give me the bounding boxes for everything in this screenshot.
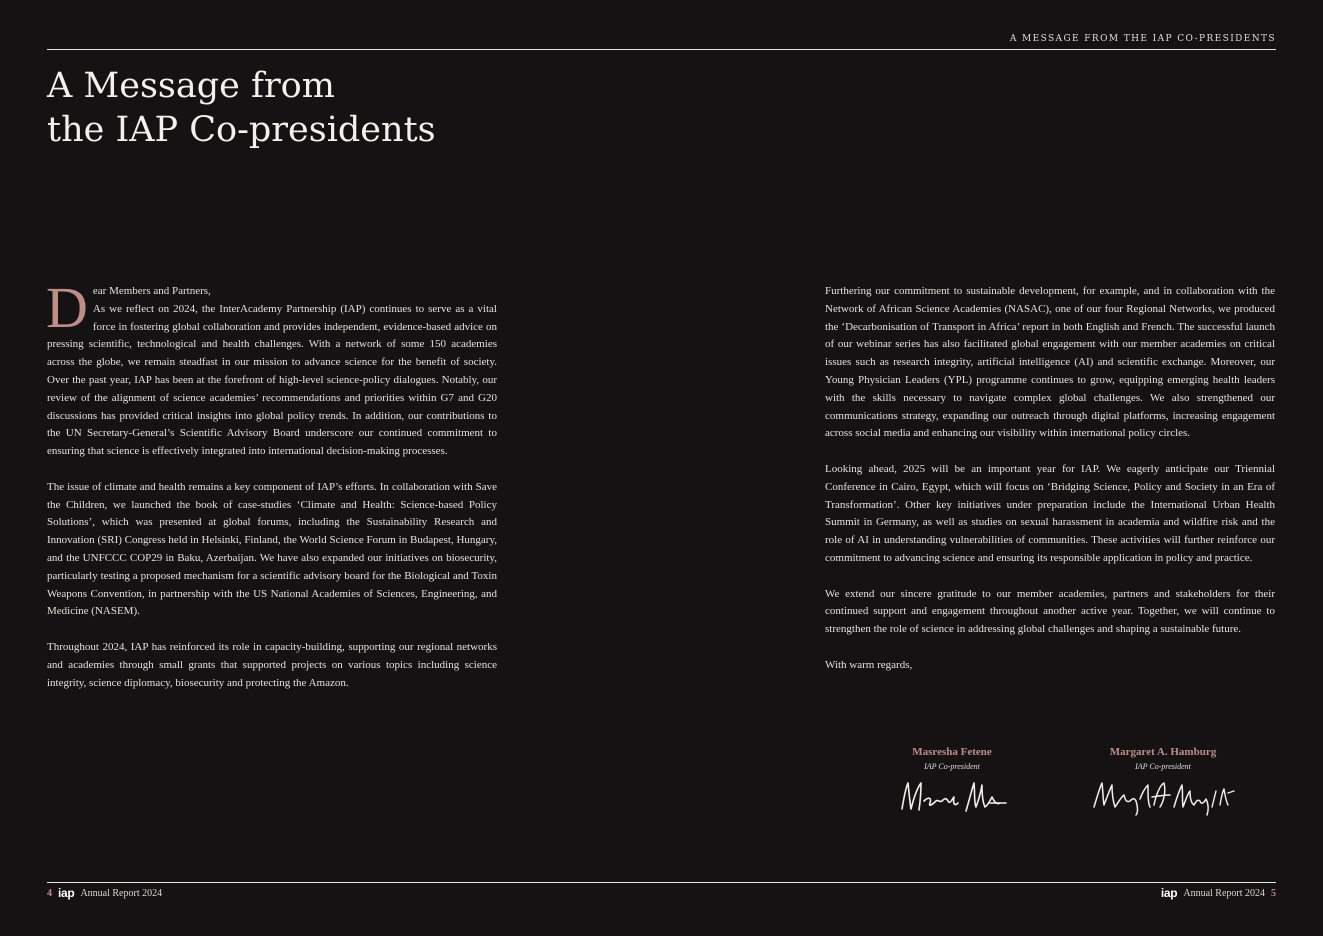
page-title-line-1: A Message from: [47, 66, 335, 106]
salutation: ear Members and Partners,: [92, 285, 211, 297]
capacity-building-paragraph: Throughout 2024, IAP has reinforced its role in capacity-building, supporting our regional networks and academies through small grants that supported projects on various topics including science integrity, science diplomacy, biosecurity and protecting the Amazon.: [47, 640, 497, 689]
page-title: [47, 64, 436, 152]
signatory-hamburg: [1078, 746, 1248, 817]
right-text-column: [825, 283, 1275, 692]
page-number-left: 4: [47, 887, 52, 899]
bottom-divider: [47, 882, 1276, 883]
top-divider: [47, 49, 1276, 50]
signatory-name: Margaret A. Hamburg: [1109, 746, 1217, 758]
footer-left: [47, 886, 162, 900]
signatory-role: IAP Co-president: [924, 762, 980, 771]
signature-hamburg-image: [1088, 777, 1238, 817]
footer-right: [1161, 886, 1276, 900]
report-label-right: Annual Report 2024: [1183, 887, 1265, 899]
iap-logo: iap: [1160, 886, 1178, 900]
looking-ahead-paragraph: Looking ahead, 2025 will be an important year for IAP. We eagerly anticipate our Triennial Conference in Cairo, Egypt, which will focus on ‘Bridging Science, Policy and Society in an Era of Transformation’. Other key initiatives under preparation include the International Urban Health Summit in Germany, as well as studies on sexual harassment in academia and wildfire risk and the role of AI in understanding vulnerabilities of communities. These activities will further reinforce our commitment to advancing science and ensuring its responsible application in policy and practice.: [825, 462, 1275, 564]
climate-health-paragraph: The issue of climate and health remains a key component of IAP’s efforts. In collaboration with Save the Children, we launched the book of case-studies ‘Climate and Health: Science-based Policy Solutions’, which was presented at global forums, including the Sustainability Research and Innovation (SRI) Congress held in Helsinki, Finland, the World Science Forum in Budapest, Hungary, and the UNFCCC COP29 in Baku, Azerbaijan. We have also expanded our initiatives on biosecurity, particularly testing a proposed mechanism for a scientific advisory board for the Biological and Toxin Weapons Convention, in partnership with the US National Academies of Sciences, Engineering, and Medicine (NASEM).: [47, 480, 497, 618]
signature-block: [825, 746, 1276, 836]
report-label-left: Annual Report 2024: [80, 887, 163, 899]
iap-logo: iap: [58, 886, 75, 900]
closing-line: With warm regards,: [825, 658, 913, 671]
signatory-name: Masresha Fetene: [912, 746, 992, 758]
running-header: A MESSAGE FROM THE IAP CO-PRESIDENTS: [1009, 34, 1276, 44]
gratitude-paragraph: We extend our sincere gratitude to our member academies, partners and stakeholders for their continued support and engagement throughout another active year. Together, we will continue to strengthen the role of science in addressing global challenges and shaping a sustainable future.: [825, 587, 1275, 636]
sustainable-development-paragraph: Furthering our commitment to sustainable development, for example, and in collaboration with the Network of African Science Academies (NASAC), one of our four Regional Networks, we produced the ‘Decarbonisation of Transport in Africa’ report in both English and French. The successful launch of our webinar series has also facilitated global engagement with our member academies on critical issues such as research integrity, artificial intelligence (AI) and scientific exchange. Moreover, our Young Physician Leaders (YPL) programme continues to grow, equipping emerging health leaders with the skills necessary to navigate complex global challenges. We also strengthened our communications strategy, expanding our outreach through digital platforms, increasing engagement across social media and enhancing our visibility within international policy circles.: [825, 285, 1275, 440]
signatory-fetene: [867, 746, 1037, 815]
page-number-right: 5: [1271, 887, 1276, 899]
signature-fetene-image: [896, 777, 1008, 815]
salutation-paragraph: [46, 275, 497, 461]
left-text-column: [46, 275, 497, 710]
drop-cap: D: [46, 275, 88, 340]
signatory-role: IAP Co-president: [1135, 762, 1191, 771]
intro-paragraph: As we reflect on 2024, the InterAcademy Partnership (IAP) continues to serve as a vital force in fostering global collaboration and provides independent, evidence-based advice on pressing scientific, technological and health challenges. With a network of some 150 academies across the globe, we remain steadfast in our mission to advance science for the benefit of society. Over the past year, IAP has been at the forefront of high-level science-policy dialogues. Notably, our review of the alignment of science academies’ recommendations and priorities within G7 and G20 discussions has provided critical insights into global policy trends. In addition, our contributions to the UN Secretary-General’s Scientific Advisory Board underscore our continued commitment to ensuring that science is effectively integrated into international decision-making processes.: [47, 302, 497, 458]
page-title-line-2: the IAP Co-presidents: [47, 110, 436, 150]
